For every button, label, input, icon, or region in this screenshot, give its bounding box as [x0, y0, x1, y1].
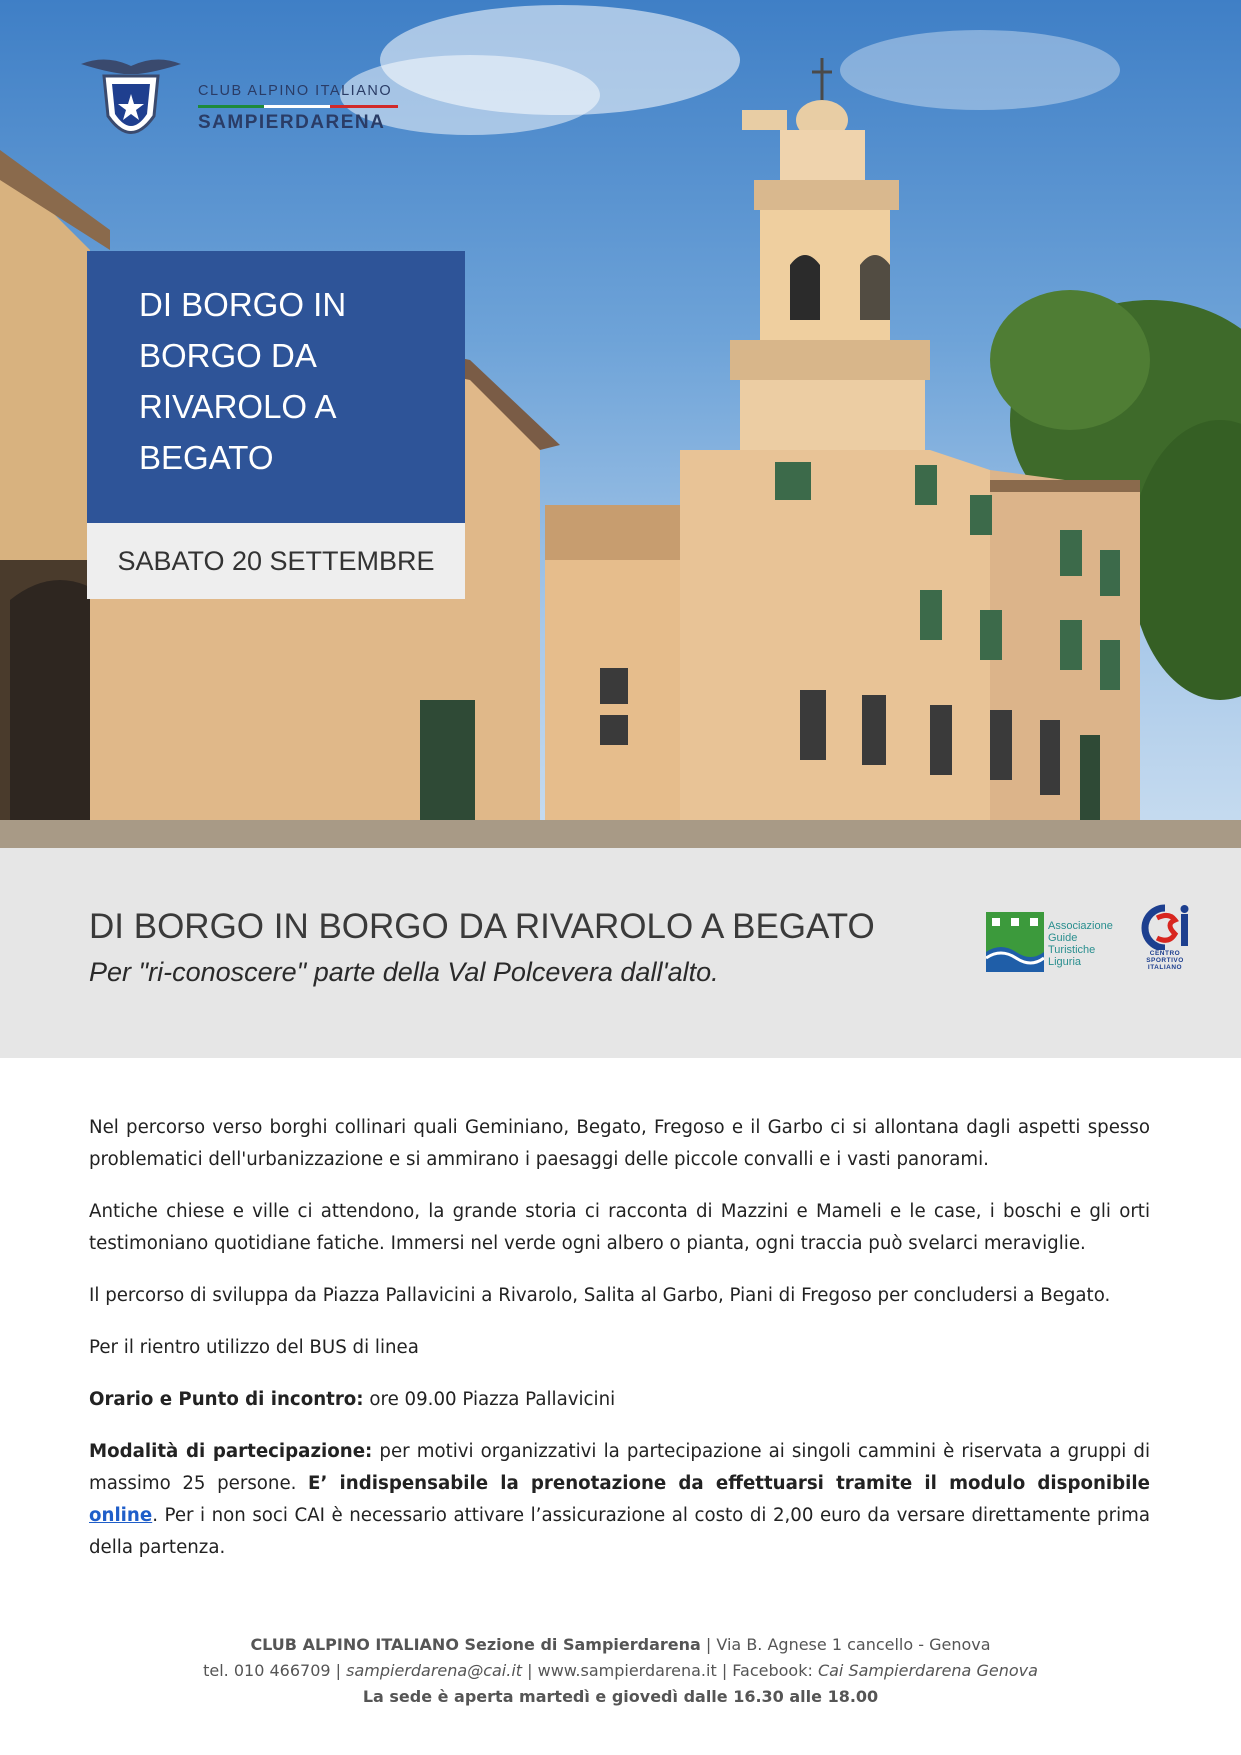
agt-emblem-icon — [986, 912, 1044, 972]
org-name-line2: SAMPIERDARENA — [198, 112, 386, 133]
footer — [0, 1632, 1241, 1710]
paragraph-history: Antiche chiese e ville ci attendono, la grande storia ci racconta di Mazzini e Mameli e le case, i boschi e gli orti testimoniano quotidiane fatiche. Immersi nel verde ogni albero o pianta, ogni traccia può svelarci meraviglie. — [89, 1201, 1150, 1254]
paragraph-route: Il percorso di sviluppa da Piazza Pallavicini a Rivarolo, Salita al Garbo, Piani di Fregoso per concludersi a Begato. — [89, 1285, 1111, 1306]
agt-logo-line: Associazione — [1048, 920, 1113, 932]
agt-liguria-logo — [986, 912, 1126, 974]
event-date: SABATO 20 SETTEMBRE — [87, 523, 465, 599]
paragraph-participation — [89, 1436, 1150, 1564]
event-title-line: BEGATO — [139, 439, 274, 476]
footer-site: | www.sampierdarena.it | Facebook: — [522, 1661, 818, 1680]
footer-tel: tel. 010 466709 | — [203, 1661, 347, 1680]
event-title-line: RIVAROLO A — [139, 388, 337, 425]
csi-emblem-icon — [1135, 904, 1195, 950]
csi-caption-line: SPORTIVO — [1146, 957, 1184, 964]
cai-emblem-icon — [76, 54, 186, 154]
headline-title: DI BORGO IN BORGO DA RIVAROLO A BEGATO — [89, 907, 875, 946]
participation-label: Modalità di partecipazione: — [89, 1441, 373, 1462]
footer-hours: La sede è aperta martedì e giovedì dalle 16.30 alle 18.00 — [362, 1687, 879, 1706]
cai-logo — [76, 54, 416, 154]
agt-logo-line: Turistiche — [1048, 944, 1096, 956]
agt-logo-line: Guide — [1048, 932, 1078, 944]
paragraph-meeting — [89, 1384, 1150, 1416]
footer-org: CLUB ALPINO ITALIANO Sezione di Sampierdarena — [250, 1635, 701, 1654]
paragraph-return: Per il rientro utilizzo del BUS di linea — [89, 1337, 419, 1358]
footer-line-address — [0, 1632, 1241, 1658]
footer-facebook[interactable]: Cai Sampierdarena Genova — [817, 1661, 1038, 1680]
event-title-box — [87, 251, 465, 523]
agt-logo-text — [1048, 920, 1113, 968]
hero-image — [0, 0, 1241, 848]
paragraph-intro: Nel percorso verso borghi collinari quali Geminiano, Begato, Fregoso e il Garbo ci si allontana dagli aspetti spesso problematici dell'urbanizzazione e si ammirano i paesaggi delle piccole convalli e i vasti panorami. — [89, 1117, 1150, 1170]
footer-email[interactable]: sampierdarena@cai.it — [346, 1661, 523, 1680]
footer-line-hours — [0, 1684, 1241, 1710]
event-title-line: DI BORGO IN — [139, 286, 347, 323]
participation-text: per motivi organizzativi la partecipazione ai singoli cammini è riservata a gruppi di massimo 25 persone. — [89, 1441, 1150, 1494]
footer-address: | Via B. Agnese 1 cancello - Genova — [700, 1635, 991, 1654]
meeting-label: Orario e Punto di incontro: — [89, 1389, 364, 1410]
csi-logo — [1135, 904, 1195, 974]
csi-caption-line: ITALIANO — [1147, 964, 1183, 971]
agt-logo-line: Liguria — [1048, 956, 1082, 968]
event-title-line: BORGO DA — [139, 337, 317, 374]
insurance-text: . Per i non soci CAI è necessario attivare l’assicurazione al costo di 2,00 euro da versare direttamente prima della partenza. — [89, 1505, 1150, 1558]
headline-subtitle: Per "ri-conoscere" parte della Val Polcevera dall'alto. — [89, 957, 719, 987]
csi-caption-line: CENTRO — [1149, 950, 1181, 957]
org-name-line1: CLUB ALPINO ITALIANO — [198, 83, 393, 99]
italian-flag-stripe — [198, 105, 398, 108]
online-booking-link[interactable]: online — [89, 1505, 153, 1526]
csi-logo-caption — [1135, 950, 1195, 971]
event-description — [89, 1112, 1150, 1584]
booking-note: E’ indispensabile la prenotazione da effettuarsi tramite il modulo disponibile — [308, 1473, 1150, 1494]
meeting-value: ore 09.00 Piazza Pallavicini — [363, 1389, 616, 1410]
footer-line-contacts — [0, 1658, 1241, 1684]
